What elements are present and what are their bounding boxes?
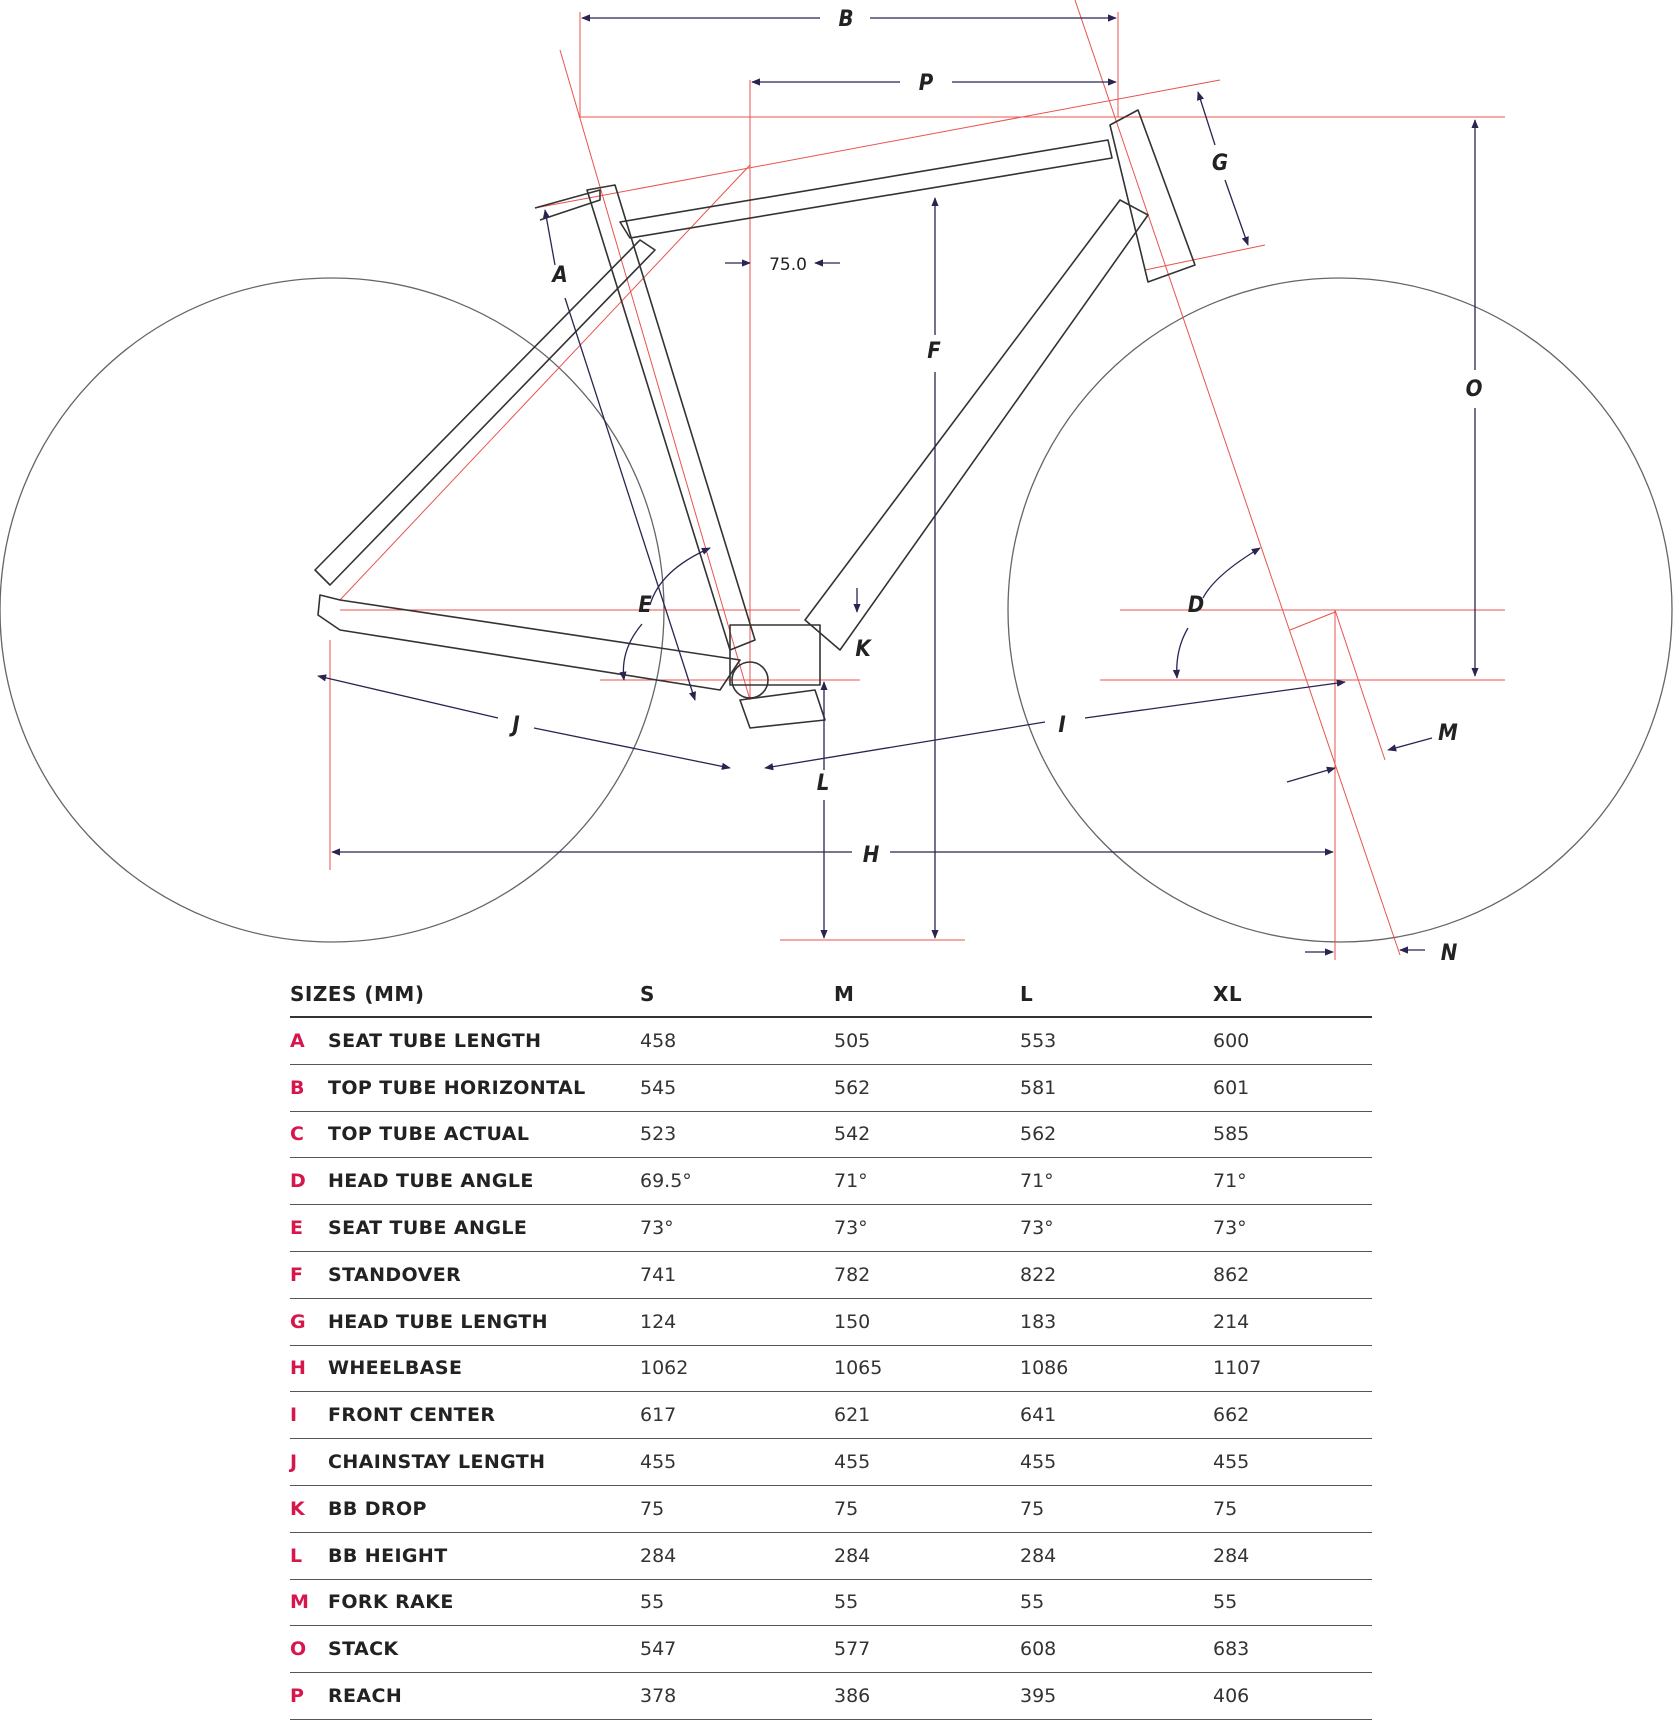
dim-label-i: I — [1058, 713, 1066, 738]
cell-s: 55 — [640, 1579, 834, 1626]
table-row — [290, 1064, 1372, 1111]
row-letter: K — [290, 1497, 305, 1520]
cell-m: 577 — [834, 1626, 1020, 1673]
row-letter: F — [290, 1263, 303, 1286]
row-name — [290, 1298, 640, 1345]
seat-tube-offset-value: 75.0 — [769, 255, 807, 275]
row-letter: L — [290, 1544, 303, 1567]
cell-l: 553 — [1020, 1017, 1213, 1064]
cell-s: 1062 — [640, 1345, 834, 1392]
row-letter: C — [290, 1123, 304, 1146]
seat-stay — [315, 240, 655, 585]
dim-label-m: M — [1438, 721, 1458, 746]
row-label: SEAT TUBE ANGLE — [328, 1217, 528, 1240]
row-name — [290, 1673, 640, 1720]
dim-label-e: E — [638, 593, 652, 618]
row-name — [290, 1439, 640, 1486]
cell-l: 183 — [1020, 1298, 1213, 1345]
chainring-guard — [740, 690, 825, 728]
row-label: REACH — [328, 1685, 403, 1708]
dim-label-l: L — [816, 771, 830, 796]
cell-xl: 662 — [1213, 1392, 1372, 1439]
row-label: HEAD TUBE LENGTH — [328, 1310, 548, 1333]
cell-l: 822 — [1020, 1251, 1213, 1298]
dim-label-a: A — [552, 263, 568, 288]
cell-m: 55 — [834, 1579, 1020, 1626]
cell-xl: 601 — [1213, 1064, 1372, 1111]
cell-l: 641 — [1020, 1392, 1213, 1439]
cell-xl: 55 — [1213, 1579, 1372, 1626]
dim-label-f: F — [927, 339, 941, 364]
row-name — [290, 1579, 640, 1626]
size-header-s: S — [640, 972, 834, 1017]
cell-m: 386 — [834, 1673, 1020, 1720]
cell-xl: 214 — [1213, 1298, 1372, 1345]
dimension-labels — [508, 7, 1482, 966]
cell-m: 455 — [834, 1439, 1020, 1486]
cell-s: 617 — [640, 1392, 834, 1439]
table-row — [290, 1626, 1372, 1673]
cell-s: 455 — [640, 1439, 834, 1486]
row-name — [290, 1485, 640, 1532]
cell-m: 1065 — [834, 1345, 1020, 1392]
cell-xl: 71° — [1213, 1158, 1372, 1205]
row-name — [290, 1158, 640, 1205]
row-label: STANDOVER — [328, 1263, 462, 1286]
table-row — [290, 1485, 1372, 1532]
cell-l: 284 — [1020, 1532, 1213, 1579]
row-name — [290, 1251, 640, 1298]
cell-m: 73° — [834, 1205, 1020, 1252]
row-name — [290, 1064, 640, 1111]
geometry-guides — [330, 0, 1505, 960]
dim-label-k: K — [855, 637, 871, 662]
table-row — [290, 1579, 1372, 1626]
seat-tube — [587, 185, 755, 650]
row-name — [290, 1111, 640, 1158]
dim-label-n: N — [1440, 941, 1458, 966]
table-header-row — [290, 972, 1372, 1017]
cell-l: 581 — [1020, 1064, 1213, 1111]
dim-label-b: B — [838, 7, 854, 32]
row-letter: A — [290, 1029, 305, 1052]
row-label: TOP TUBE ACTUAL — [328, 1123, 530, 1146]
row-letter: O — [290, 1638, 307, 1661]
cell-s: 378 — [640, 1673, 834, 1720]
row-letter: H — [290, 1357, 306, 1380]
table-row — [290, 1532, 1372, 1579]
row-label: FORK RAKE — [328, 1591, 454, 1614]
table-row — [290, 1205, 1372, 1252]
cell-s: 741 — [640, 1251, 834, 1298]
down-tube — [805, 200, 1148, 650]
table-row — [290, 1251, 1372, 1298]
cell-l: 562 — [1020, 1111, 1213, 1158]
dim-label-g: G — [1211, 151, 1229, 176]
cell-l: 1086 — [1020, 1345, 1213, 1392]
cell-xl: 75 — [1213, 1485, 1372, 1532]
cell-l: 455 — [1020, 1439, 1213, 1486]
cell-m: 562 — [834, 1064, 1020, 1111]
row-letter: D — [290, 1170, 306, 1193]
row-letter: I — [290, 1404, 298, 1427]
dimension-arrows — [318, 18, 1475, 952]
cell-s: 523 — [640, 1111, 834, 1158]
size-header-xl: XL — [1213, 972, 1372, 1017]
dim-label-j: J — [512, 713, 520, 738]
table-row — [290, 1392, 1372, 1439]
dim-label-o: O — [1465, 377, 1483, 402]
top-tube — [620, 140, 1112, 238]
cell-xl: 683 — [1213, 1626, 1372, 1673]
cell-l: 55 — [1020, 1579, 1213, 1626]
row-name — [290, 1392, 640, 1439]
bike-frame — [315, 110, 1195, 728]
row-letter: M — [290, 1591, 309, 1614]
cell-l: 73° — [1020, 1205, 1213, 1252]
cell-m: 75 — [834, 1485, 1020, 1532]
table-row — [290, 1111, 1372, 1158]
cell-m: 621 — [834, 1392, 1020, 1439]
cell-s: 284 — [640, 1532, 834, 1579]
row-label: TOP TUBE HORIZONTAL — [328, 1076, 586, 1099]
table-row — [290, 1345, 1372, 1392]
cell-s: 545 — [640, 1064, 834, 1111]
cell-xl: 73° — [1213, 1205, 1372, 1252]
cell-l: 608 — [1020, 1626, 1213, 1673]
cell-l: 71° — [1020, 1158, 1213, 1205]
cell-xl: 284 — [1213, 1532, 1372, 1579]
dim-label-h: H — [862, 843, 880, 868]
cell-s: 75 — [640, 1485, 834, 1532]
row-label: WHEELBASE — [328, 1357, 463, 1380]
dim-label-d: D — [1187, 593, 1205, 618]
row-letter: G — [290, 1310, 306, 1333]
row-name — [290, 1626, 640, 1673]
row-name — [290, 1205, 640, 1252]
cell-xl: 1107 — [1213, 1345, 1372, 1392]
dim-label-p: P — [918, 71, 934, 96]
table-row — [290, 1017, 1372, 1064]
cell-xl: 862 — [1213, 1251, 1372, 1298]
table-header-title: SIZES (MM) — [290, 972, 640, 1017]
row-label: HEAD TUBE ANGLE — [328, 1170, 534, 1193]
table-row — [290, 1298, 1372, 1345]
cell-m: 505 — [834, 1017, 1020, 1064]
table-row — [290, 1439, 1372, 1486]
cell-m: 782 — [834, 1251, 1020, 1298]
row-name — [290, 1017, 640, 1064]
cell-s: 69.5° — [640, 1158, 834, 1205]
cell-m: 150 — [834, 1298, 1020, 1345]
cell-s: 73° — [640, 1205, 834, 1252]
row-label: FRONT CENTER — [328, 1404, 496, 1427]
cell-s: 458 — [640, 1017, 834, 1064]
seatpost-clamp — [535, 190, 600, 220]
cell-l: 75 — [1020, 1485, 1213, 1532]
cell-xl: 600 — [1213, 1017, 1372, 1064]
cell-m: 284 — [834, 1532, 1020, 1579]
cell-xl: 585 — [1213, 1111, 1372, 1158]
cell-xl: 406 — [1213, 1673, 1372, 1720]
row-name — [290, 1532, 640, 1579]
geometry-table — [290, 972, 1372, 1720]
cell-m: 542 — [834, 1111, 1020, 1158]
row-label: CHAINSTAY LENGTH — [328, 1451, 546, 1474]
cell-m: 71° — [834, 1158, 1020, 1205]
size-header-l: L — [1020, 972, 1213, 1017]
row-label: BB HEIGHT — [328, 1544, 448, 1567]
row-letter: B — [290, 1076, 305, 1099]
row-label: BB DROP — [328, 1497, 427, 1520]
cell-s: 124 — [640, 1298, 834, 1345]
table-row — [290, 1673, 1372, 1720]
cell-l: 395 — [1020, 1673, 1213, 1720]
row-letter: P — [290, 1685, 304, 1708]
row-label: STACK — [328, 1638, 399, 1661]
row-letter: E — [290, 1217, 303, 1240]
cell-xl: 455 — [1213, 1439, 1372, 1486]
row-letter: J — [290, 1451, 298, 1474]
cell-s: 547 — [640, 1626, 834, 1673]
row-label: SEAT TUBE LENGTH — [328, 1029, 542, 1052]
head-tube — [1110, 110, 1195, 282]
row-name — [290, 1345, 640, 1392]
size-header-m: M — [834, 972, 1020, 1017]
table-row — [290, 1158, 1372, 1205]
